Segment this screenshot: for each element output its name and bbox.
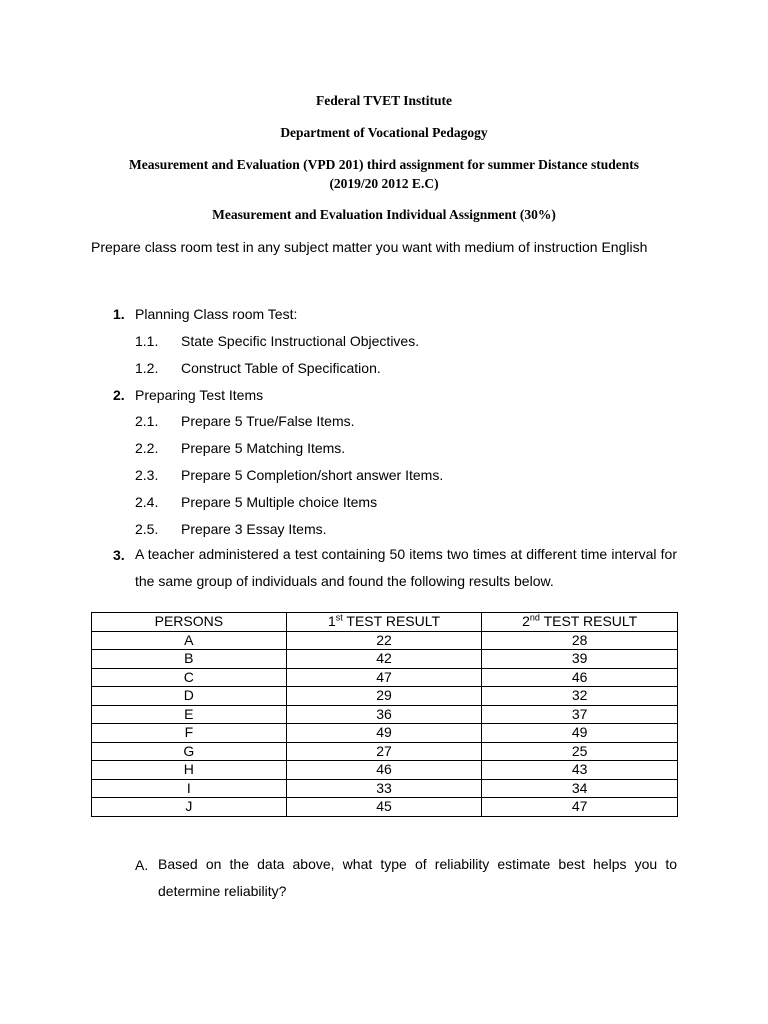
item-text: Prepare 3 Essay Items. <box>181 521 327 537</box>
person-cell: J <box>92 798 287 817</box>
intro-paragraph: Prepare class room test in any subject matter you want with medium of instruction English <box>91 239 648 255</box>
second-result-cell: 25 <box>482 742 678 761</box>
section-title: Preparing Test Items <box>135 387 264 403</box>
item-text: Construct Table of Specification. <box>181 360 381 376</box>
header-second-test <box>482 613 678 632</box>
first-result-cell: 46 <box>286 761 482 780</box>
section-number: 2. <box>113 387 125 403</box>
person-cell: I <box>92 779 287 798</box>
table-row <box>92 798 678 817</box>
first-result-cell: 33 <box>286 779 482 798</box>
person-cell: A <box>92 631 287 650</box>
section-number: 1. <box>113 306 125 322</box>
table-row <box>92 650 678 669</box>
first-result-cell: 47 <box>286 668 482 687</box>
person-cell: B <box>92 650 287 669</box>
item-text: Prepare 5 Matching Items. <box>181 440 346 456</box>
second-result-cell: 32 <box>482 687 678 706</box>
table-row <box>92 687 678 706</box>
assignment-title: Measurement and Evaluation Individual Assignment (30%) <box>212 207 556 222</box>
item-text: State Specific Instructional Objectives. <box>181 333 420 349</box>
table-row <box>92 724 678 743</box>
first-result-cell: 27 <box>286 742 482 761</box>
question-a-text: Based on the data above, what type of reliability estimate best helps you to determine reliability? <box>158 856 677 899</box>
table-row <box>92 705 678 724</box>
second-result-cell: 47 <box>482 798 678 817</box>
item-text: Prepare 5 True/False Items. <box>181 413 355 429</box>
person-cell: D <box>92 687 287 706</box>
person-cell: H <box>92 761 287 780</box>
person-cell: C <box>92 668 287 687</box>
item-number: 2.5. <box>135 521 159 537</box>
section-number: 3. <box>113 547 125 563</box>
second-result-cell: 49 <box>482 724 678 743</box>
first-result-cell: 49 <box>286 724 482 743</box>
header-persons: PERSONS <box>92 613 287 632</box>
institute-title: Federal TVET Institute <box>315 93 452 108</box>
first-result-cell: 29 <box>286 687 482 706</box>
first-result-cell: 42 <box>286 650 482 669</box>
header-first-rest: TEST RESULT <box>342 613 441 630</box>
first-result-cell: 45 <box>286 798 482 817</box>
second-result-cell: 39 <box>482 650 678 669</box>
person-cell: E <box>92 705 287 724</box>
item-number: 2.2. <box>135 440 159 456</box>
course-title-line2: (2019/20 2012 E.C) <box>329 176 439 191</box>
item-number: 2.4. <box>135 494 159 510</box>
test-results-table <box>91 612 678 817</box>
person-cell: G <box>92 742 287 761</box>
item-number: 2.3. <box>135 467 159 483</box>
second-result-cell: 46 <box>482 668 678 687</box>
section-title: Planning Class room Test: <box>135 306 298 322</box>
second-result-cell: 28 <box>482 631 678 650</box>
header-first-num: 1 <box>327 613 336 630</box>
course-title-line1: Measurement and Evaluation (VPD 201) third assignment for summer Distance students <box>128 157 639 172</box>
second-result-cell: 37 <box>482 705 678 724</box>
table-header-row <box>92 613 678 632</box>
item-text: Prepare 5 Completion/short answer Items. <box>181 467 444 483</box>
department-title: Department of Vocational Pedagogy <box>280 125 488 140</box>
header-first-sup: st <box>335 612 343 623</box>
table-row <box>92 779 678 798</box>
question-letter: A. <box>135 857 149 873</box>
table-row <box>92 761 678 780</box>
second-result-cell: 34 <box>482 779 678 798</box>
item-number: 1.1. <box>135 333 159 349</box>
item-text: Prepare 5 Multiple choice Items <box>181 494 378 510</box>
first-result-cell: 36 <box>286 705 482 724</box>
header-second-sup: nd <box>529 612 540 623</box>
second-result-cell: 43 <box>482 761 678 780</box>
person-cell: F <box>92 724 287 743</box>
first-result-cell: 22 <box>286 631 482 650</box>
item-number: 1.2. <box>135 360 159 376</box>
item-number: 2.1. <box>135 413 159 429</box>
section-3-text: A teacher administered a test containing 50 items two times at different time interval for the same group of individuals and found the following results below. <box>135 546 677 589</box>
header-second-rest: TEST RESULT <box>539 613 638 630</box>
header-first-test <box>286 613 482 632</box>
table-row <box>92 631 678 650</box>
table-row <box>92 668 678 687</box>
table-row <box>92 742 678 761</box>
header-second-num: 2 <box>522 613 530 630</box>
